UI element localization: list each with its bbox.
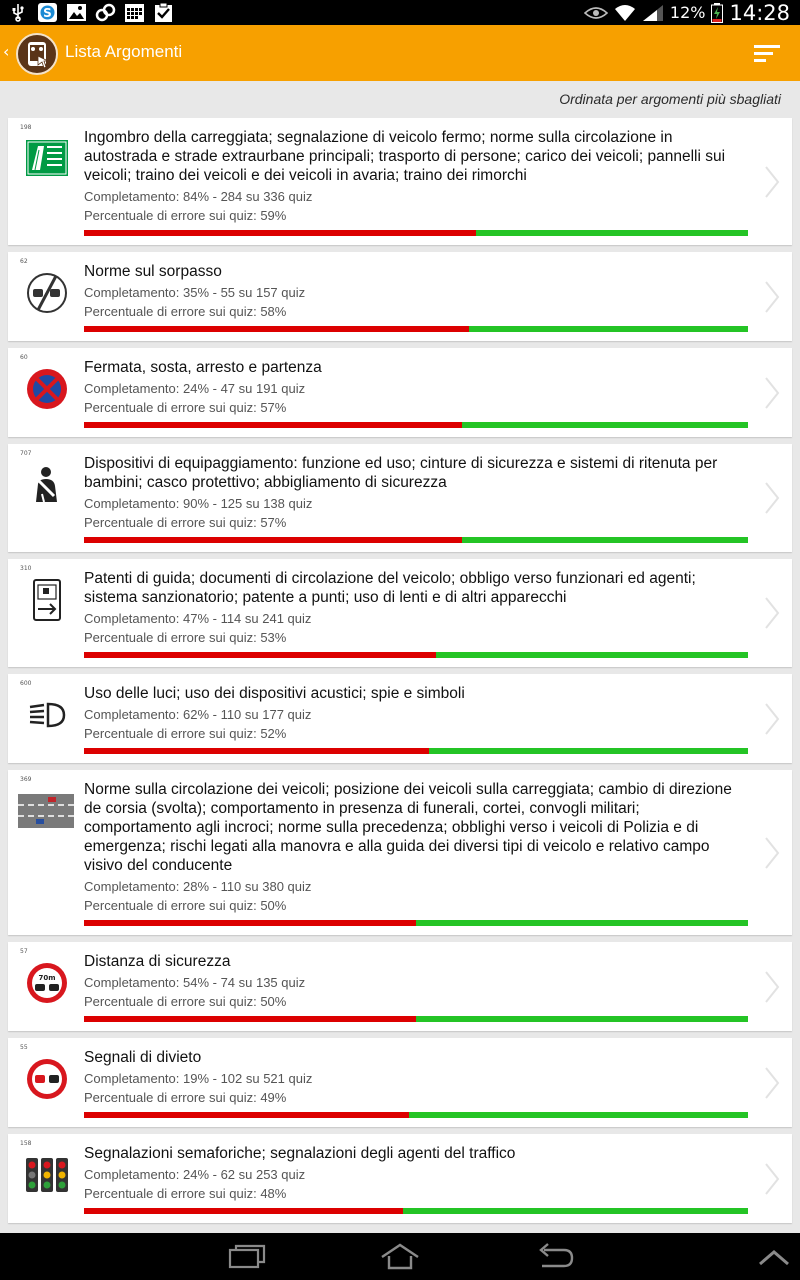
list-item[interactable] bbox=[8, 348, 792, 437]
sign-number: 57 bbox=[20, 948, 28, 955]
chevron-right-icon bbox=[764, 970, 780, 1004]
correct-bar-segment bbox=[469, 326, 748, 332]
sync-icon bbox=[95, 2, 116, 23]
error-bar-segment bbox=[84, 1016, 416, 1022]
error-rate-text: Percentuale di errore sui quiz: 52% bbox=[84, 726, 287, 741]
gallery-icon bbox=[66, 2, 87, 23]
correct-bar-segment bbox=[462, 537, 748, 543]
correct-bar-segment bbox=[476, 230, 748, 236]
list-item[interactable] bbox=[8, 1134, 792, 1223]
list-item[interactable] bbox=[8, 674, 792, 763]
correct-bar-segment bbox=[462, 422, 748, 428]
error-rate-text: Percentuale di errore sui quiz: 49% bbox=[84, 1090, 287, 1105]
sort-icon[interactable] bbox=[752, 42, 782, 66]
error-progress-bar bbox=[84, 748, 748, 754]
clock: 14:28 bbox=[729, 0, 790, 25]
correct-bar-segment bbox=[429, 748, 748, 754]
error-rate-text: Percentuale di errore sui quiz: 53% bbox=[84, 630, 287, 645]
topic-title: Ingombro della carreggiata; segnalazione di veicolo fermo; norme sulla circolazione in autostrada e strade extraurbane principali; trasporto di persone; carico dei veicoli; pannelli sui veicoli; traino dei veicoli e dei veicoli in avaria; traino dei rimorchi bbox=[84, 129, 726, 184]
error-bar-segment bbox=[84, 748, 429, 754]
error-rate-text: Percentuale di errore sui quiz: 50% bbox=[84, 898, 287, 913]
error-rate-text: Percentuale di errore sui quiz: 58% bbox=[84, 304, 287, 319]
recent-apps-icon[interactable] bbox=[226, 1242, 266, 1272]
list-item[interactable] bbox=[8, 118, 792, 245]
error-progress-bar bbox=[84, 1208, 748, 1214]
battery-label: 12% bbox=[669, 3, 706, 22]
completion-text: Completamento: 84% - 284 su 336 quiz bbox=[84, 189, 313, 204]
topic-title: Uso delle luci; uso dei dispositivi acustici; spie e simboli bbox=[84, 685, 465, 702]
sign-number: 707 bbox=[20, 450, 32, 457]
sign-number: 310 bbox=[20, 565, 32, 572]
sign-number: 198 bbox=[20, 124, 32, 131]
error-bar-segment bbox=[84, 537, 462, 543]
error-bar-segment bbox=[84, 920, 416, 926]
clipboard-check-icon bbox=[153, 2, 174, 23]
chevron-right-icon bbox=[764, 280, 780, 314]
error-bar-segment bbox=[84, 1208, 403, 1214]
up-arrow-icon[interactable] bbox=[754, 1242, 794, 1272]
topic-title: Fermata, sosta, arresto e partenza bbox=[84, 359, 322, 376]
page-title: Lista Argomenti bbox=[65, 42, 183, 61]
error-rate-text: Percentuale di errore sui quiz: 57% bbox=[84, 400, 287, 415]
list-item[interactable] bbox=[8, 770, 792, 935]
no-overtaking-icon bbox=[24, 1056, 70, 1102]
topic-title: Distanza di sicurezza bbox=[84, 953, 231, 970]
home-icon[interactable] bbox=[380, 1242, 420, 1272]
completion-text: Completamento: 19% - 102 su 521 quiz bbox=[84, 1071, 313, 1086]
chevron-right-icon bbox=[764, 1066, 780, 1100]
topic-title: Dispositivi di equipaggiamento: funzione ed uso; cinture di sicurezza e sistemi di ritenuta per bambini; casco protettivo; abbigliamento di sicurezza bbox=[84, 455, 718, 491]
topic-title: Segnalazioni semaforiche; segnalazioni degli agenti del traffico bbox=[84, 1145, 516, 1162]
completion-text: Completamento: 47% - 114 su 241 quiz bbox=[84, 611, 312, 626]
skype-icon bbox=[37, 2, 58, 23]
error-rate-text: Percentuale di errore sui quiz: 59% bbox=[84, 208, 287, 223]
sign-number: 55 bbox=[20, 1044, 28, 1051]
error-rate-text: Percentuale di errore sui quiz: 57% bbox=[84, 515, 287, 530]
license-document-icon bbox=[24, 577, 70, 623]
topic-list-screen bbox=[0, 81, 800, 1233]
list-item[interactable] bbox=[8, 444, 792, 552]
chevron-right-icon bbox=[764, 165, 780, 199]
error-progress-bar bbox=[84, 326, 748, 332]
error-progress-bar bbox=[84, 422, 748, 428]
chevron-right-icon bbox=[764, 836, 780, 870]
chevron-right-icon bbox=[764, 481, 780, 515]
error-bar-segment bbox=[84, 422, 462, 428]
back-icon[interactable] bbox=[536, 1242, 576, 1272]
error-progress-bar bbox=[84, 652, 748, 658]
navigation-bar bbox=[0, 1233, 800, 1280]
sort-description: Ordinata per argomenti più sbagliati bbox=[559, 91, 781, 107]
correct-bar-segment bbox=[409, 1112, 748, 1118]
error-progress-bar bbox=[84, 1016, 748, 1022]
topic-title: Norme sulla circolazione dei veicoli; posizione dei veicoli sulla carreggiata; cambio di direzione de corsia (svolta); comportamento in presenza di funerali, cortei, convogli militari; comportamento agli incroci; norme sulla precedenza; obblighi verso i veicoli di Polizia e di emergenza; rischi legati alla manovra e alla guida dei diversi tipi di veicolo e relativo campo visivo del conducente bbox=[84, 781, 732, 874]
road-lanes-icon bbox=[18, 788, 74, 834]
completion-text: Completamento: 90% - 125 su 138 quiz bbox=[84, 496, 313, 511]
list-item[interactable] bbox=[8, 942, 792, 1031]
chevron-right-icon bbox=[764, 1162, 780, 1196]
back-chevron-icon[interactable]: ‹ bbox=[3, 42, 10, 61]
sign-number: 369 bbox=[20, 776, 32, 783]
sign-number: 62 bbox=[20, 258, 28, 265]
chevron-right-icon bbox=[764, 596, 780, 630]
signal-icon bbox=[642, 4, 664, 22]
status-bar bbox=[0, 0, 800, 25]
error-rate-text: Percentuale di errore sui quiz: 48% bbox=[84, 1186, 287, 1201]
battery-icon bbox=[711, 3, 723, 23]
sign-number: 600 bbox=[20, 680, 32, 687]
completion-text: Completamento: 62% - 110 su 177 quiz bbox=[84, 707, 312, 722]
eye-icon bbox=[584, 5, 608, 21]
list-item[interactable] bbox=[8, 559, 792, 667]
action-bar bbox=[0, 25, 800, 81]
usb-icon bbox=[8, 2, 29, 23]
highway-sign-icon bbox=[24, 136, 70, 182]
end-no-overtaking-icon bbox=[24, 270, 70, 316]
error-bar-segment bbox=[84, 1112, 409, 1118]
error-bar-segment bbox=[84, 652, 436, 658]
calendar-icon bbox=[124, 2, 145, 23]
error-progress-bar bbox=[84, 230, 748, 236]
completion-text: Completamento: 24% - 62 su 253 quiz bbox=[84, 1167, 306, 1182]
correct-bar-segment bbox=[416, 920, 748, 926]
correct-bar-segment bbox=[416, 1016, 748, 1022]
seatbelt-icon bbox=[24, 462, 70, 508]
list-item[interactable] bbox=[8, 1038, 792, 1127]
safety-distance-icon bbox=[24, 960, 70, 1006]
error-progress-bar bbox=[84, 1112, 748, 1118]
wifi-icon bbox=[614, 4, 636, 22]
topic-title: Norme sul sorpasso bbox=[84, 263, 222, 280]
error-rate-text: Percentuale di errore sui quiz: 50% bbox=[84, 994, 287, 1009]
headlight-icon bbox=[24, 692, 70, 738]
error-progress-bar bbox=[84, 920, 748, 926]
svg-text:S: S bbox=[43, 6, 52, 20]
topic-title: Patenti di guida; documenti di circolazione del veicolo; obbligo verso funzionari ed agenti; sistema sanzionatorio; patente a punti; uso di lenti e di altri apparecchi bbox=[84, 570, 696, 606]
app-logo[interactable] bbox=[16, 33, 58, 75]
error-progress-bar bbox=[84, 537, 748, 543]
correct-bar-segment bbox=[403, 1208, 748, 1214]
traffic-lights-icon bbox=[24, 1152, 70, 1198]
completion-text: Completamento: 24% - 47 su 191 quiz bbox=[84, 381, 306, 396]
sign-number: 158 bbox=[20, 1140, 32, 1147]
list-item[interactable] bbox=[8, 252, 792, 341]
no-stopping-icon bbox=[24, 366, 70, 412]
completion-text: Completamento: 54% - 74 su 135 quiz bbox=[84, 975, 306, 990]
chevron-right-icon bbox=[764, 376, 780, 410]
sign-number: 60 bbox=[20, 354, 28, 361]
error-bar-segment bbox=[84, 326, 469, 332]
topic-title: Segnali di divieto bbox=[84, 1049, 202, 1066]
completion-text: Completamento: 28% - 110 su 380 quiz bbox=[84, 879, 312, 894]
chevron-right-icon bbox=[764, 702, 780, 736]
completion-text: Completamento: 35% - 55 su 157 quiz bbox=[84, 285, 306, 300]
svg-text:70m: 70m bbox=[38, 974, 56, 982]
error-bar-segment bbox=[84, 230, 476, 236]
correct-bar-segment bbox=[436, 652, 748, 658]
topic-list bbox=[8, 118, 792, 1230]
